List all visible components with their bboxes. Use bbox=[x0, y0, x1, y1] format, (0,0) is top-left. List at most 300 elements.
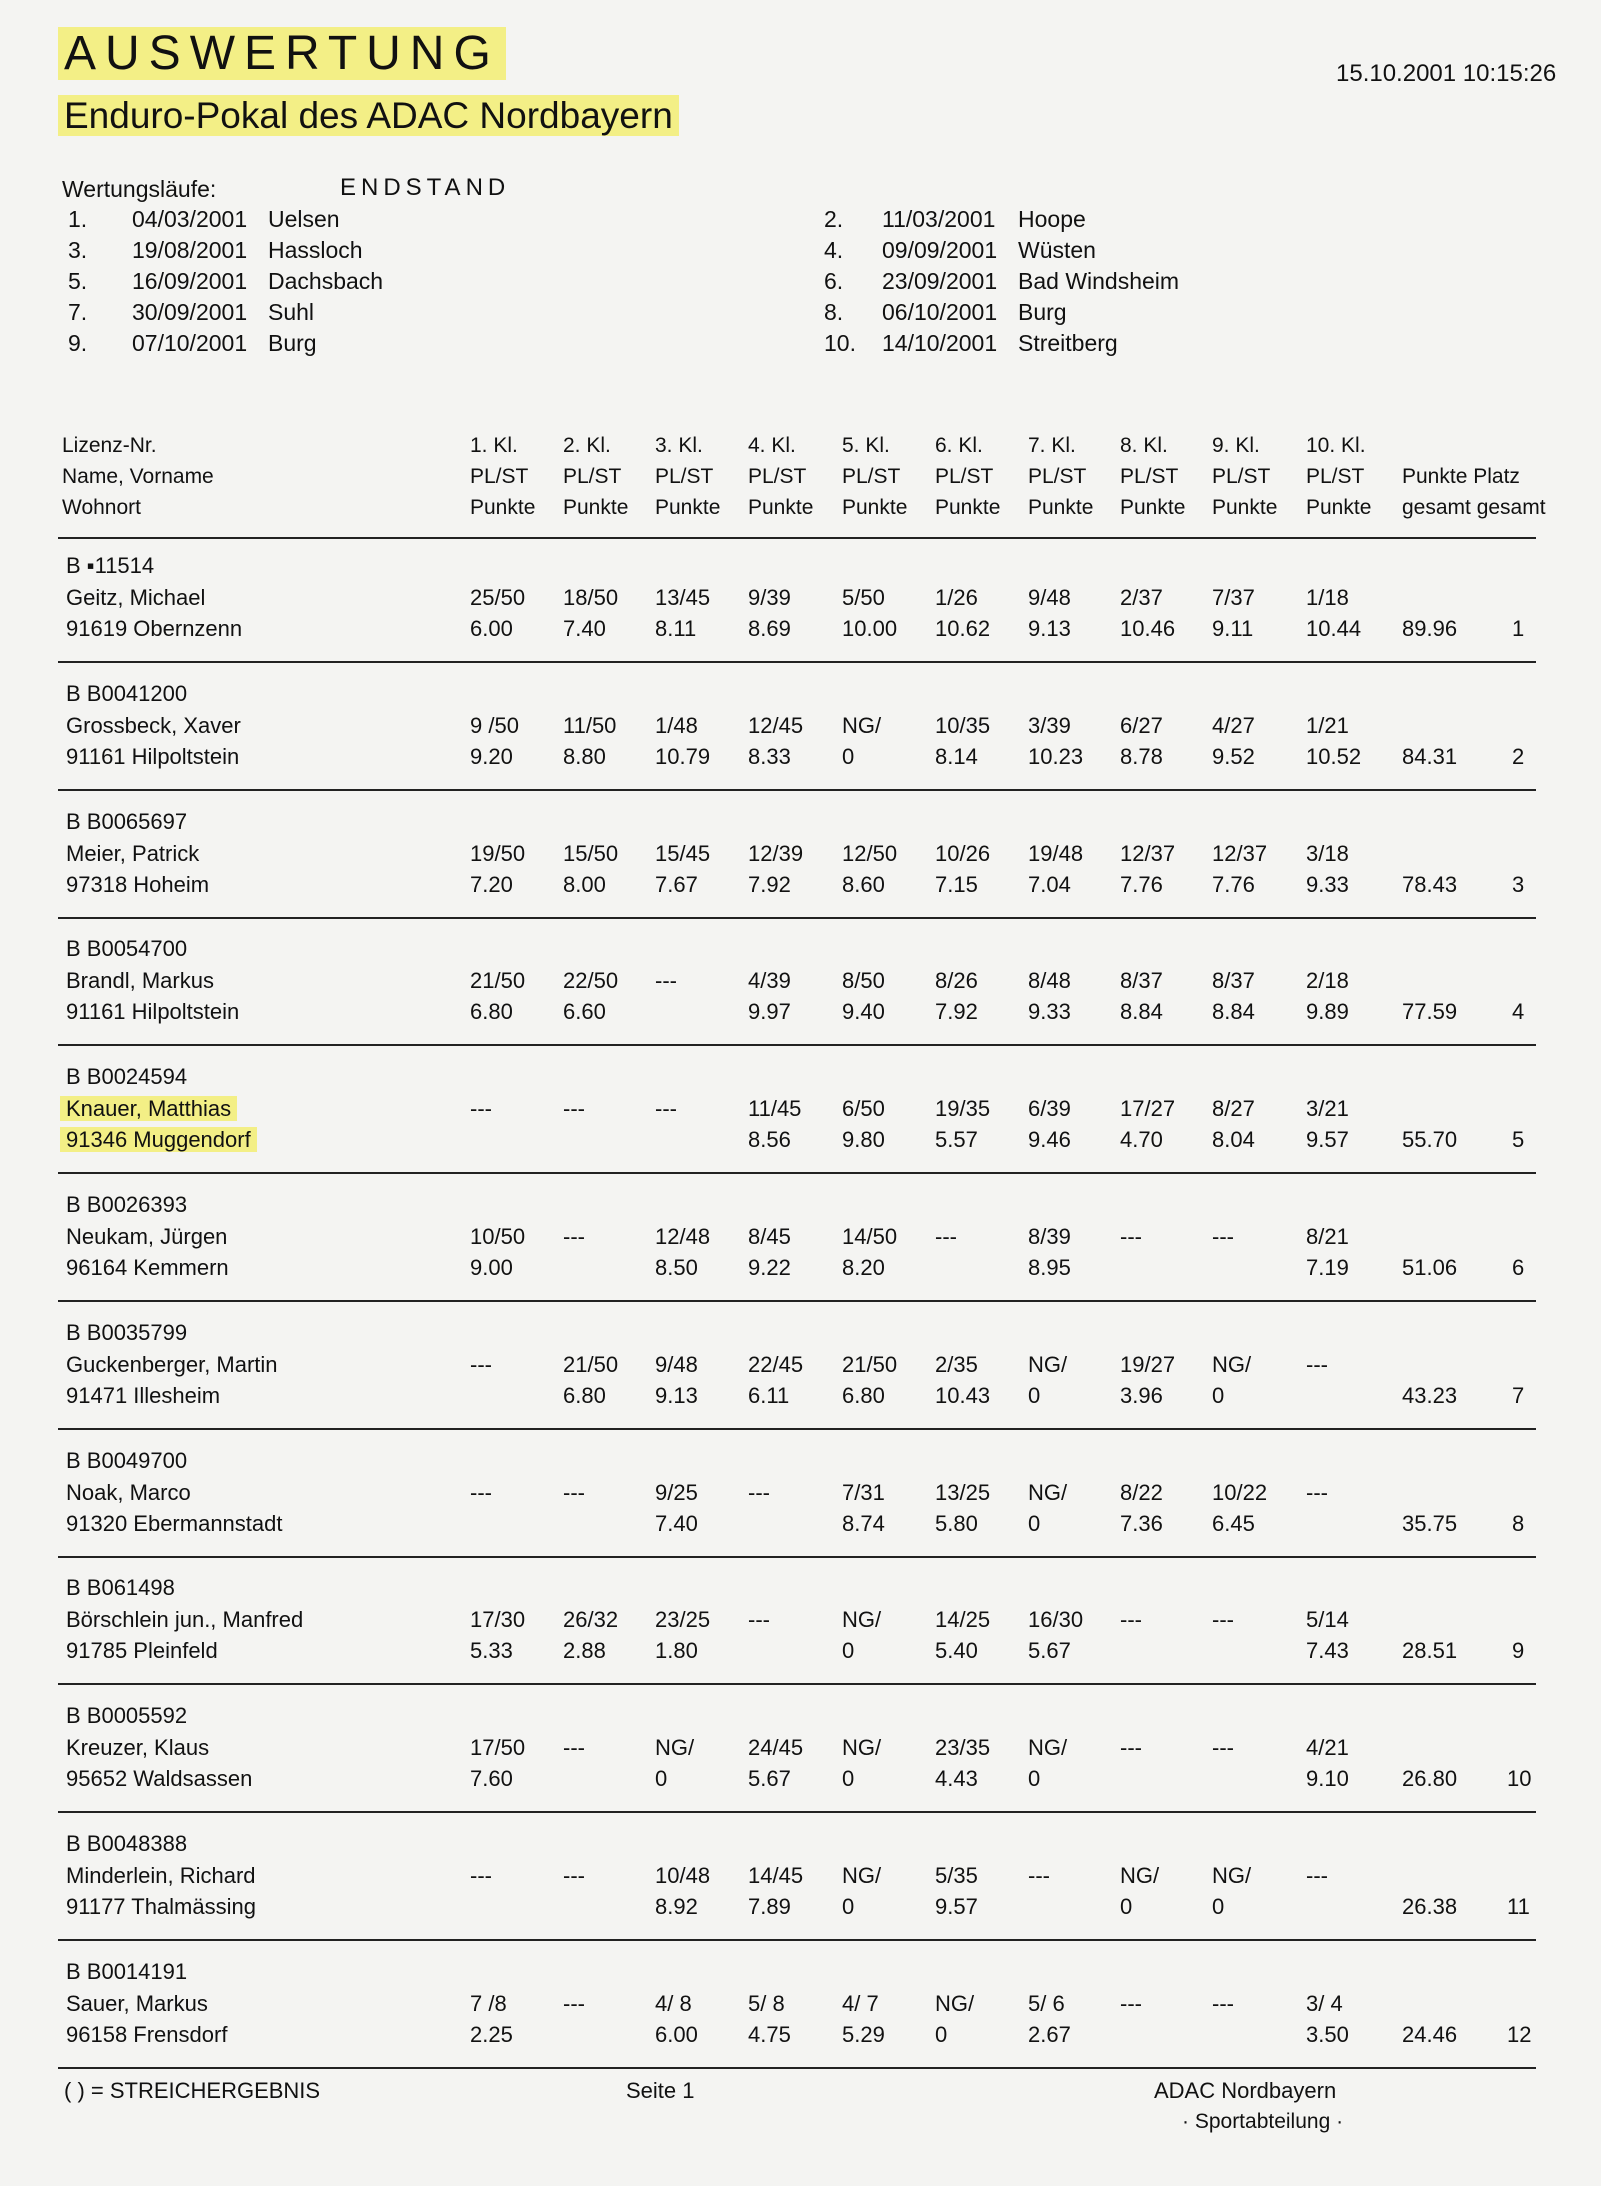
class-sub2: Punkte bbox=[470, 496, 536, 519]
placement-cell: --- bbox=[563, 1224, 585, 1249]
rider-name: Börschlein jun., Manfred bbox=[66, 1607, 304, 1632]
points-cell: 9.33 bbox=[1028, 999, 1071, 1024]
placement-cell: 17/30 bbox=[470, 1607, 526, 1632]
placement-cell: 7/31 bbox=[842, 1480, 885, 1505]
rider-town: 96164 Kemmern bbox=[66, 1255, 229, 1280]
total-points: 28.51 bbox=[1402, 1638, 1458, 1663]
placement-cell: --- bbox=[1212, 1607, 1234, 1632]
placement-cell: 10/26 bbox=[935, 841, 991, 866]
run-number: 1. bbox=[68, 206, 88, 232]
points-cell: 2.88 bbox=[563, 1638, 606, 1663]
points-cell: 5.80 bbox=[935, 1511, 978, 1536]
placement-cell: --- bbox=[563, 1991, 585, 2016]
rider-name bbox=[60, 1096, 237, 1122]
class-sub1: PL/ST bbox=[1306, 465, 1365, 488]
rank: 9 bbox=[1512, 1638, 1525, 1663]
placement-cell: 8/26 bbox=[935, 968, 978, 993]
points-cell: 6.80 bbox=[470, 999, 513, 1024]
total-points: 89.96 bbox=[1402, 616, 1458, 641]
row-rule bbox=[58, 661, 1536, 663]
points-cell: 4.43 bbox=[935, 1766, 978, 1791]
points-cell: 9.13 bbox=[655, 1383, 698, 1408]
placement-cell: 3/21 bbox=[1306, 1096, 1349, 1121]
points-cell: 0 bbox=[842, 1766, 855, 1791]
placement-cell: 2/37 bbox=[1120, 585, 1163, 610]
placement-cell: 9/39 bbox=[748, 585, 791, 610]
rider-name: Minderlein, Richard bbox=[66, 1863, 256, 1888]
class-header bbox=[655, 430, 735, 523]
header-total-2: gesamt gesamt bbox=[1402, 496, 1546, 519]
run-number: 3. bbox=[68, 237, 88, 263]
points-cell: 8.69 bbox=[748, 616, 791, 641]
placement-cell: 3/18 bbox=[1306, 841, 1349, 866]
placement-cell: --- bbox=[1306, 1863, 1328, 1888]
license-number: B B0005592 bbox=[66, 1703, 188, 1728]
points-cell: 1.80 bbox=[655, 1638, 698, 1663]
placement-cell: --- bbox=[655, 1096, 677, 1121]
placement-cell: 14/50 bbox=[842, 1224, 898, 1249]
points-cell: 6.00 bbox=[655, 2022, 698, 2047]
placement-cell: 22/45 bbox=[748, 1352, 804, 1377]
rank: 10 bbox=[1507, 1766, 1532, 1791]
run-place: Burg bbox=[1018, 299, 1067, 325]
rank: 2 bbox=[1512, 744, 1525, 769]
class-name: 2. Kl. bbox=[563, 434, 611, 457]
placement-cell: 9/25 bbox=[655, 1480, 698, 1505]
rider-name: Grossbeck, Xaver bbox=[66, 713, 241, 738]
points-cell: 7.20 bbox=[470, 872, 513, 897]
license-number: B B0035799 bbox=[66, 1320, 188, 1345]
points-cell: 9.80 bbox=[842, 1127, 885, 1152]
rider-town: 95652 Waldsassen bbox=[66, 1766, 253, 1791]
placement-cell: --- bbox=[470, 1096, 492, 1121]
class-header bbox=[470, 430, 550, 523]
placement-cell: NG/ bbox=[1028, 1735, 1068, 1760]
points-cell: 10.46 bbox=[1120, 616, 1176, 641]
license-number: B B0049700 bbox=[66, 1448, 188, 1473]
row-rule bbox=[58, 1044, 1536, 1046]
header-rule bbox=[58, 537, 1536, 539]
run-number: 9. bbox=[68, 330, 88, 356]
run-place: Burg bbox=[268, 330, 317, 356]
points-cell: 9.52 bbox=[1212, 744, 1255, 769]
run-place: Hassloch bbox=[268, 237, 363, 263]
points-cell: 2.25 bbox=[470, 2022, 513, 2047]
points-cell: 9.89 bbox=[1306, 999, 1349, 1024]
rider-town: 91320 Ebermannstadt bbox=[66, 1511, 283, 1536]
points-cell: 6.80 bbox=[842, 1383, 885, 1408]
class-sub2: Punkte bbox=[1306, 496, 1372, 519]
rider-name: Noak, Marco bbox=[66, 1480, 191, 1505]
points-cell: 9.97 bbox=[748, 999, 791, 1024]
class-sub1: PL/ST bbox=[1028, 465, 1087, 488]
placement-cell: NG/ bbox=[1028, 1352, 1068, 1377]
points-cell: 0 bbox=[1212, 1894, 1225, 1919]
header-name: Name, Vorname bbox=[62, 465, 214, 488]
points-cell: 9.13 bbox=[1028, 616, 1071, 641]
points-cell: 8.00 bbox=[563, 872, 606, 897]
points-cell: 7.19 bbox=[1306, 1255, 1349, 1280]
run-place: Uelsen bbox=[268, 206, 340, 232]
placement-cell: 10/35 bbox=[935, 713, 991, 738]
rider-town: 91161 Hilpoltstein bbox=[66, 999, 240, 1024]
points-cell: 9.46 bbox=[1028, 1127, 1071, 1152]
run-date: 11/03/2001 bbox=[882, 206, 996, 232]
placement-cell: --- bbox=[1212, 1224, 1234, 1249]
run-date: 07/10/2001 bbox=[132, 330, 248, 356]
placement-cell: NG/ bbox=[842, 713, 882, 738]
placement-cell: 17/50 bbox=[470, 1735, 526, 1760]
run-date: 30/09/2001 bbox=[132, 299, 248, 325]
run-place: Suhl bbox=[268, 299, 315, 325]
points-cell: 7.89 bbox=[748, 1894, 791, 1919]
placement-cell: 19/50 bbox=[470, 841, 526, 866]
placement-cell: 13/45 bbox=[655, 585, 711, 610]
placement-cell: 12/48 bbox=[655, 1224, 711, 1249]
run-place: Streitberg bbox=[1018, 330, 1118, 356]
placement-cell: --- bbox=[470, 1352, 492, 1377]
class-sub2: Punkte bbox=[1028, 496, 1094, 519]
points-cell: 8.11 bbox=[655, 616, 697, 641]
run-date: 09/09/2001 bbox=[882, 237, 998, 263]
placement-cell: 8/22 bbox=[1120, 1480, 1163, 1505]
rider-name: Kreuzer, Klaus bbox=[66, 1735, 210, 1760]
placement-cell: --- bbox=[563, 1480, 585, 1505]
placement-cell: 22/50 bbox=[563, 968, 619, 993]
placement-cell: 6/50 bbox=[842, 1096, 885, 1121]
placement-cell: 8/48 bbox=[1028, 968, 1071, 993]
points-cell: 9.00 bbox=[470, 1255, 513, 1280]
footer-dept: · Sportabteilung · bbox=[1182, 2110, 1344, 2133]
points-cell: 9.33 bbox=[1306, 872, 1349, 897]
placement-cell: 4/27 bbox=[1212, 713, 1255, 738]
points-cell: 5.67 bbox=[1028, 1638, 1071, 1663]
placement-cell: --- bbox=[655, 968, 677, 993]
points-cell: 8.84 bbox=[1120, 999, 1163, 1024]
class-name: 1. Kl. bbox=[470, 434, 518, 457]
placement-cell: --- bbox=[748, 1607, 770, 1632]
points-cell: 8.84 bbox=[1212, 999, 1255, 1024]
points-cell: 10.62 bbox=[935, 616, 991, 641]
placement-cell: --- bbox=[935, 1224, 957, 1249]
row-rule bbox=[58, 1939, 1536, 1941]
placement-cell: --- bbox=[1120, 1607, 1142, 1632]
rider-name: Sauer, Markus bbox=[66, 1991, 208, 2016]
placement-cell: --- bbox=[1306, 1480, 1328, 1505]
placement-cell: 19/48 bbox=[1028, 841, 1084, 866]
points-cell: 0 bbox=[1028, 1383, 1041, 1408]
points-cell: 8.50 bbox=[655, 1255, 698, 1280]
placement-cell: 15/45 bbox=[655, 841, 711, 866]
placement-cell: 10/50 bbox=[470, 1224, 526, 1249]
total-points: 77.59 bbox=[1402, 999, 1458, 1024]
run-number: 4. bbox=[824, 237, 844, 263]
header-rider bbox=[62, 430, 214, 523]
rider-town: 91177 Thalmässing bbox=[66, 1894, 256, 1919]
class-sub2: Punkte bbox=[748, 496, 814, 519]
points-cell: 4.75 bbox=[748, 2022, 791, 2047]
points-cell: 8.80 bbox=[563, 744, 606, 769]
points-cell: 2.67 bbox=[1028, 2022, 1071, 2047]
row-rule bbox=[58, 1300, 1536, 1302]
row-rule bbox=[58, 2067, 1536, 2069]
points-cell: 8.95 bbox=[1028, 1255, 1071, 1280]
placement-cell: NG/ bbox=[1028, 1480, 1068, 1505]
rank: 4 bbox=[1512, 999, 1525, 1024]
points-cell: 3.50 bbox=[1306, 2022, 1349, 2047]
placement-cell: 3/ 4 bbox=[1306, 1991, 1343, 2016]
class-sub1: PL/ST bbox=[563, 465, 622, 488]
rank: 1 bbox=[1512, 616, 1525, 641]
class-sub1: PL/ST bbox=[1212, 465, 1271, 488]
license-number: B B0048388 bbox=[66, 1831, 188, 1856]
points-cell: 5.29 bbox=[842, 2022, 885, 2047]
points-cell: 8.04 bbox=[1212, 1127, 1255, 1152]
points-cell: 6.60 bbox=[563, 999, 606, 1024]
points-cell: 7.40 bbox=[655, 1511, 698, 1536]
points-cell: 6.45 bbox=[1212, 1511, 1255, 1536]
placement-cell: NG/ bbox=[842, 1607, 882, 1632]
placement-cell: 16/30 bbox=[1028, 1607, 1084, 1632]
points-cell: 8.74 bbox=[842, 1511, 885, 1536]
rider-town: 97318 Hoheim bbox=[66, 872, 210, 897]
run-number: 2. bbox=[824, 206, 844, 232]
print-datetime: 15.10.2001 10:15:26 bbox=[1336, 60, 1557, 87]
points-cell: 5.33 bbox=[470, 1638, 513, 1663]
class-header bbox=[1120, 430, 1200, 523]
rider-town: 91619 Obernzenn bbox=[66, 616, 243, 641]
class-sub1: PL/ST bbox=[935, 465, 994, 488]
placement-cell: 12/50 bbox=[842, 841, 898, 866]
placement-cell: NG/ bbox=[842, 1863, 882, 1888]
placement-cell: 24/45 bbox=[748, 1735, 804, 1760]
rank: 6 bbox=[1512, 1255, 1525, 1280]
license-number: B B061498 bbox=[66, 1575, 175, 1600]
placement-cell: 12/39 bbox=[748, 841, 804, 866]
total-points: 51.06 bbox=[1402, 1255, 1458, 1280]
rider-name: Meier, Patrick bbox=[66, 841, 200, 866]
points-cell: 8.56 bbox=[748, 1127, 791, 1152]
run-date: 23/09/2001 bbox=[882, 268, 998, 294]
class-sub1: PL/ST bbox=[655, 465, 714, 488]
placement-cell: 10/22 bbox=[1212, 1480, 1268, 1505]
placement-cell: 14/25 bbox=[935, 1607, 991, 1632]
page-subtitle: Enduro-Pokal des ADAC Nordbayern bbox=[58, 95, 679, 137]
placement-cell: 4/ 8 bbox=[655, 1991, 692, 2016]
rider-name-text: Knauer, Matthias bbox=[60, 1096, 237, 1121]
points-cell: 5.57 bbox=[935, 1127, 978, 1152]
points-cell: 9.11 bbox=[1212, 616, 1254, 641]
class-sub1: PL/ST bbox=[470, 465, 529, 488]
placement-cell: 8/45 bbox=[748, 1224, 791, 1249]
rider-town bbox=[60, 1127, 257, 1153]
rider-town: 96158 Frensdorf bbox=[66, 2022, 228, 2047]
placement-cell: 15/50 bbox=[563, 841, 619, 866]
license-number: B B0026393 bbox=[66, 1192, 188, 1217]
placement-cell: 11/45 bbox=[748, 1096, 802, 1121]
placement-cell: 5/ 8 bbox=[748, 1991, 785, 2016]
placement-cell: NG/ bbox=[842, 1735, 882, 1760]
placement-cell: 19/27 bbox=[1120, 1352, 1176, 1377]
placement-cell: 1/48 bbox=[655, 713, 698, 738]
placement-cell: --- bbox=[1120, 1991, 1142, 2016]
points-cell: 8.33 bbox=[748, 744, 791, 769]
run-date: 16/09/2001 bbox=[132, 268, 248, 294]
class-header bbox=[842, 430, 922, 523]
placement-cell: --- bbox=[1028, 1863, 1050, 1888]
placement-cell: 26/32 bbox=[563, 1607, 619, 1632]
class-name: 3. Kl. bbox=[655, 434, 703, 457]
points-cell: 10.00 bbox=[842, 616, 898, 641]
points-cell: 9.57 bbox=[935, 1894, 978, 1919]
rank: 12 bbox=[1507, 2022, 1532, 2047]
total-points: 26.80 bbox=[1402, 1766, 1458, 1791]
points-cell: 10.44 bbox=[1306, 616, 1362, 641]
license-number: B B0065697 bbox=[66, 809, 188, 834]
class-name: 6. Kl. bbox=[935, 434, 983, 457]
run-date: 14/10/2001 bbox=[882, 330, 998, 356]
placement-cell: NG/ bbox=[935, 1991, 975, 2016]
placement-cell: 7/37 bbox=[1212, 585, 1255, 610]
row-rule bbox=[58, 1172, 1536, 1174]
placement-cell: --- bbox=[1120, 1735, 1142, 1760]
points-cell: 8.92 bbox=[655, 1894, 698, 1919]
class-name: 10. Kl. bbox=[1306, 434, 1366, 457]
endstand-label: ENDSTAND bbox=[340, 174, 511, 201]
license-number: B B0014191 bbox=[66, 1959, 188, 1984]
run-number: 7. bbox=[68, 299, 88, 325]
placement-cell: 21/50 bbox=[470, 968, 526, 993]
class-name: 4. Kl. bbox=[748, 434, 796, 457]
placement-cell: 4/21 bbox=[1306, 1735, 1349, 1760]
points-cell: 9.10 bbox=[1306, 1766, 1349, 1791]
total-points: 78.43 bbox=[1402, 872, 1458, 897]
placement-cell: 8/50 bbox=[842, 968, 885, 993]
points-cell: 7.76 bbox=[1212, 872, 1255, 897]
class-sub2: Punkte bbox=[655, 496, 721, 519]
runs-label: Wertungsläufe: bbox=[62, 176, 217, 202]
placement-cell: 9/48 bbox=[655, 1352, 698, 1377]
class-header bbox=[748, 430, 828, 523]
rider-town: 91785 Pleinfeld bbox=[66, 1638, 218, 1663]
points-cell: 0 bbox=[1028, 1511, 1041, 1536]
rider-name: Neukam, Jürgen bbox=[66, 1224, 228, 1249]
placement-cell: 11/50 bbox=[563, 713, 617, 738]
run-date: 19/08/2001 bbox=[132, 237, 248, 263]
placement-cell: 19/35 bbox=[935, 1096, 991, 1121]
points-cell: 7.43 bbox=[1306, 1638, 1349, 1663]
class-sub2: Punkte bbox=[935, 496, 1001, 519]
rider-town-text: 91346 Muggendorf bbox=[60, 1127, 257, 1152]
class-header bbox=[563, 430, 643, 523]
run-number: 6. bbox=[824, 268, 844, 294]
placement-cell: --- bbox=[1212, 1735, 1234, 1760]
class-name: 9. Kl. bbox=[1212, 434, 1260, 457]
placement-cell: 17/27 bbox=[1120, 1096, 1176, 1121]
placement-cell: 10/48 bbox=[655, 1863, 711, 1888]
placement-cell: 5/50 bbox=[842, 585, 885, 610]
placement-cell: --- bbox=[563, 1735, 585, 1760]
rank: 8 bbox=[1512, 1511, 1525, 1536]
rank: 3 bbox=[1512, 872, 1525, 897]
placement-cell: --- bbox=[563, 1863, 585, 1888]
points-cell: 10.79 bbox=[655, 744, 711, 769]
points-cell: 8.20 bbox=[842, 1255, 885, 1280]
points-cell: 0 bbox=[1120, 1894, 1133, 1919]
run-place: Bad Windsheim bbox=[1018, 268, 1180, 294]
placement-cell: NG/ bbox=[1212, 1352, 1252, 1377]
rider-town: 91161 Hilpoltstein bbox=[66, 744, 240, 769]
license-number: B B0041200 bbox=[66, 681, 188, 706]
row-rule bbox=[58, 1428, 1536, 1430]
placement-cell: 8/37 bbox=[1120, 968, 1163, 993]
points-cell: 3.96 bbox=[1120, 1383, 1163, 1408]
points-cell: 7.60 bbox=[470, 1766, 513, 1791]
rider-name: Brandl, Markus bbox=[66, 968, 214, 993]
row-rule bbox=[58, 917, 1536, 919]
placement-cell: 6/39 bbox=[1028, 1096, 1071, 1121]
rider-name: Geitz, Michael bbox=[66, 585, 206, 610]
placement-cell: 25/50 bbox=[470, 585, 526, 610]
class-sub2: Punkte bbox=[842, 496, 908, 519]
header-license: Lizenz-Nr. bbox=[62, 434, 157, 457]
placement-cell: --- bbox=[563, 1096, 585, 1121]
placement-cell: 9/48 bbox=[1028, 585, 1071, 610]
placement-cell: 12/37 bbox=[1212, 841, 1268, 866]
run-place: Dachsbach bbox=[268, 268, 384, 294]
placement-cell: 14/45 bbox=[748, 1863, 804, 1888]
total-points: 26.38 bbox=[1402, 1894, 1458, 1919]
points-cell: 7.40 bbox=[563, 616, 606, 641]
placement-cell: 23/35 bbox=[935, 1735, 991, 1760]
placement-cell: --- bbox=[1120, 1224, 1142, 1249]
placement-cell: 3/39 bbox=[1028, 713, 1071, 738]
placement-cell: 1/21 bbox=[1306, 713, 1349, 738]
class-sub2: Punkte bbox=[1120, 496, 1186, 519]
points-cell: 10.23 bbox=[1028, 744, 1084, 769]
rank: 5 bbox=[1512, 1127, 1525, 1152]
points-cell: 6.80 bbox=[563, 1383, 606, 1408]
points-cell: 4.70 bbox=[1120, 1127, 1163, 1152]
points-cell: 7.92 bbox=[748, 872, 791, 897]
class-sub1: PL/ST bbox=[748, 465, 807, 488]
placement-cell: --- bbox=[470, 1480, 492, 1505]
points-cell: 9.20 bbox=[470, 744, 513, 769]
placement-cell: --- bbox=[1306, 1352, 1328, 1377]
points-cell: 0 bbox=[655, 1766, 668, 1791]
header-town: Wohnort bbox=[62, 496, 141, 519]
placement-cell: 9 /50 bbox=[470, 713, 519, 738]
placement-cell: 13/25 bbox=[935, 1480, 991, 1505]
class-sub2: Punkte bbox=[563, 496, 629, 519]
points-cell: 8.14 bbox=[935, 744, 978, 769]
points-cell: 7.76 bbox=[1120, 872, 1163, 897]
placement-cell: 4/39 bbox=[748, 968, 791, 993]
run-place: Hoope bbox=[1018, 206, 1086, 232]
placement-cell: --- bbox=[470, 1863, 492, 1888]
class-header bbox=[1212, 430, 1292, 523]
points-cell: 7.15 bbox=[935, 872, 978, 897]
run-number: 8. bbox=[824, 299, 844, 325]
points-cell: 7.67 bbox=[655, 872, 698, 897]
total-points: 55.70 bbox=[1402, 1127, 1458, 1152]
points-cell: 6.00 bbox=[470, 616, 513, 641]
license-number: B B0054700 bbox=[66, 936, 188, 961]
rider-town: 91471 Illesheim bbox=[66, 1383, 221, 1408]
rider-name: Guckenberger, Martin bbox=[66, 1352, 278, 1377]
footer-page: Seite 1 bbox=[626, 2078, 695, 2103]
points-cell: 0 bbox=[842, 1638, 855, 1663]
